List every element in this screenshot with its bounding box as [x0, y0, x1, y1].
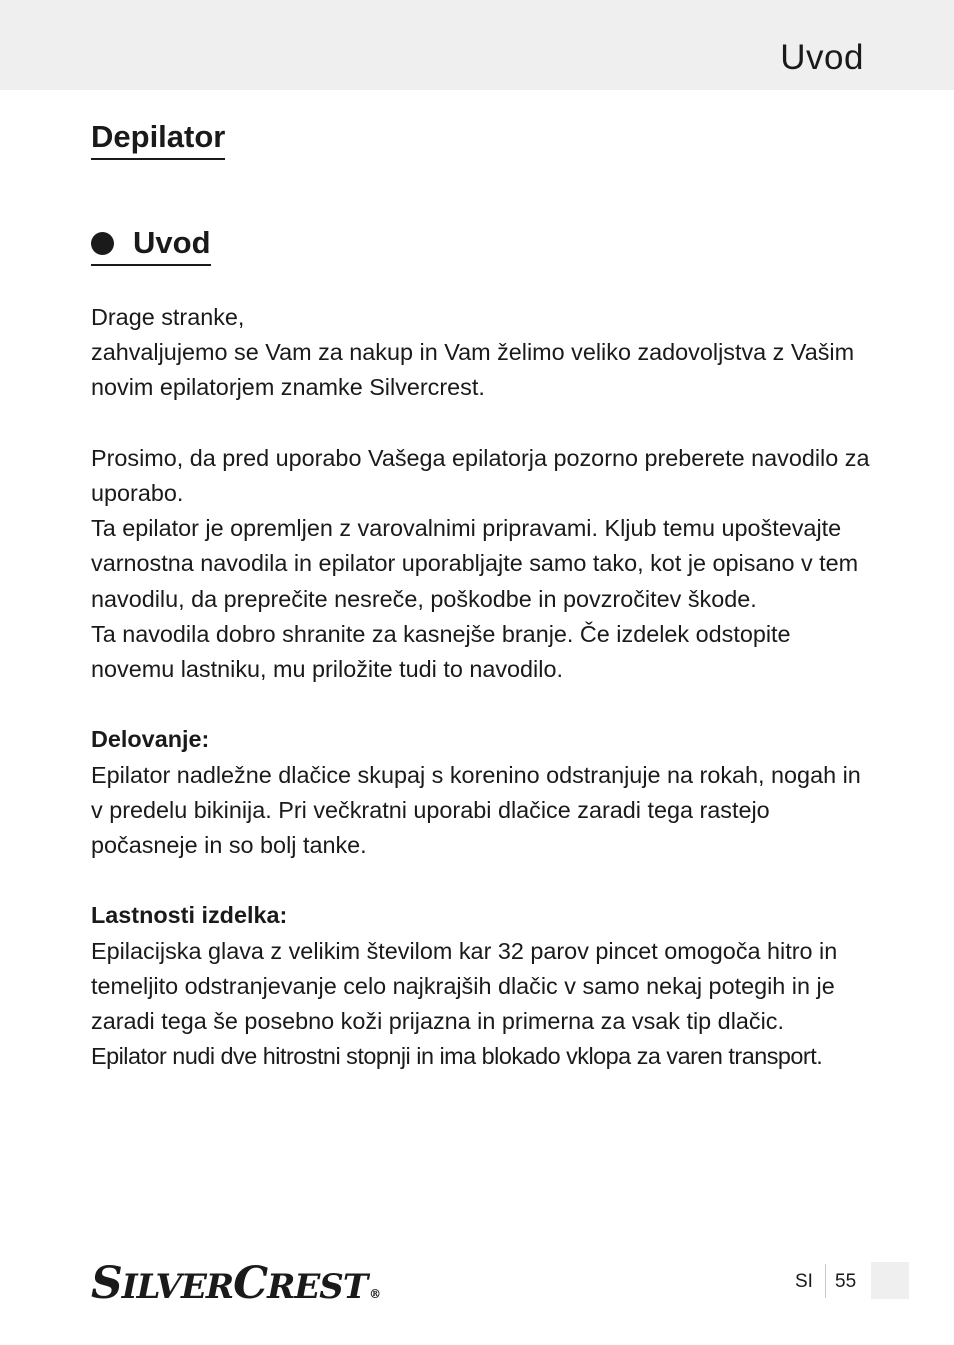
- safety-paragraph: Ta epilator je opremljen z varovalnimi pripravami. Kljub temu upoštevajte varnostna navodila in epilator uporabljajte samo tako, kot je opisano v tem navodilu, da preprečite nesreče, poškodbe in povzročitev škode.: [91, 515, 859, 612]
- read-instructions-paragraph: Prosimo, da pred uporabo Vašega epilatorja pozorno preberete navodilo za uporabo.: [91, 444, 870, 506]
- thanks-paragraph: zahvaljujemo se Vam za nakup in Vam želimo veliko zadovoljstva z Vašim novim epilatorjem znamke Silvercrest.: [91, 339, 855, 401]
- page-number: 55: [835, 1271, 857, 1292]
- features-paragraph-2: Epilator nudi dve hitrostni stopnji in ima blokado vklopa za varen transport.: [91, 1043, 823, 1070]
- body-text: [91, 300, 871, 1074]
- silvercrest-logo: SILVERCREST ®: [91, 1258, 381, 1309]
- greeting-paragraph: Drage stranke,: [91, 304, 245, 330]
- section-title: Uvod: [133, 225, 211, 260]
- section-heading: [91, 225, 211, 266]
- language-code: SI: [795, 1271, 813, 1292]
- keep-instructions-paragraph: Ta navodila dobro shranite za kasnejše branje. Če izdelek odstopite novemu lastniku, mu priložite tudi to navodilo.: [91, 620, 791, 683]
- bullet-icon: [91, 232, 114, 255]
- function-heading: Delovanje:: [91, 726, 210, 753]
- document-title: Depilator: [91, 118, 225, 160]
- function-paragraph: Epilator nadležne dlačice skupaj s korenino odstranjuje na rokah, nogah in v predelu bikinija. Pri večkratni uporabi dlačice zaradi tega rastejo počasneje in so bolj tanke.: [91, 761, 861, 859]
- footer-tab: [871, 1262, 909, 1299]
- header-title: Uvod: [780, 38, 864, 77]
- footer-divider: [825, 1264, 826, 1298]
- features-paragraph: Epilacijska glava z velikim številom kar 32 parov pincet omogoča hitro in temeljito odstranjevanje celo najkrajših dlačic v samo nekaj potegih in je zaradi tega še posebno koži prijazna in primerna za vsak tip dlačic.: [91, 937, 838, 1035]
- features-heading: Lastnosti izdelka:: [91, 902, 288, 929]
